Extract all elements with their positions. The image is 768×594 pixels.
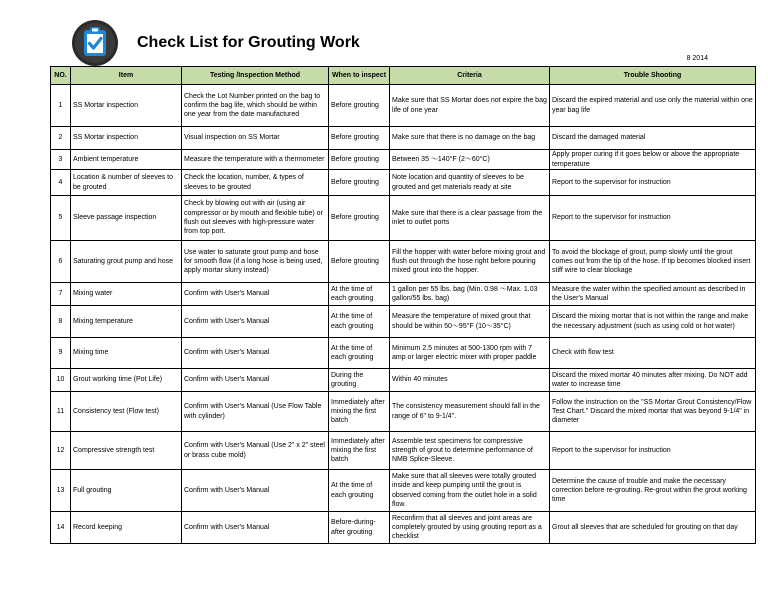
method-cell: Measure the temperature with a thermometer <box>182 150 329 170</box>
when-cell: Before grouting <box>329 127 390 150</box>
item-cell: Grout working time (Pot Life) <box>71 369 182 392</box>
table-row <box>51 283 756 306</box>
row-number: 12 <box>51 432 71 470</box>
row-number: 11 <box>51 392 71 432</box>
trouble-cell: Report to the supervisor for instruction <box>550 170 756 196</box>
criteria-cell: Within 40 minutes <box>390 369 550 392</box>
when-cell: Before grouting <box>329 170 390 196</box>
row-number: 1 <box>51 85 71 127</box>
item-cell: Mixing water <box>71 283 182 306</box>
table-row <box>51 196 756 241</box>
trouble-cell: Apply proper curing if it goes below or above the appropriate temperature <box>550 150 756 170</box>
row-number: 2 <box>51 127 71 150</box>
row-number: 10 <box>51 369 71 392</box>
criteria-cell: Make sure that there is no damage on the bag <box>390 127 550 150</box>
when-cell: Immediately after mixing the first batch <box>329 432 390 470</box>
table-row <box>51 369 756 392</box>
trouble-cell: Check with flow test <box>550 338 756 369</box>
criteria-cell: Assemble test specimens for compressive strength of grout to determine performance of NMB Splice-Sleeve. <box>390 432 550 470</box>
item-cell: Saturating grout pump and hose <box>71 241 182 283</box>
trouble-cell: Grout all sleeves that are scheduled for grouting on that day <box>550 512 756 544</box>
table-row <box>51 392 756 432</box>
trouble-cell: To avoid the blockage of grout, pump slowly until the grout comes out from the tip of the hose. If tip becomes blocked insert stiff wire to clear blockage <box>550 241 756 283</box>
item-cell: Record keeping <box>71 512 182 544</box>
criteria-cell: Note location and quantity of sleeves to be grouted and get materials ready at site <box>390 170 550 196</box>
item-cell: Sleeve passage inspection <box>71 196 182 241</box>
when-cell: At the time of each grouting <box>329 306 390 338</box>
item-cell: Compressive strength test <box>71 432 182 470</box>
item-cell: Location & number of sleeves to be grouted <box>71 170 182 196</box>
criteria-cell: Between 35 ～140°F (2～60°C) <box>390 150 550 170</box>
table-row <box>51 432 756 470</box>
trouble-cell: Measure the water within the specified amount as described in the User's Manual <box>550 283 756 306</box>
table-row <box>51 170 756 196</box>
criteria-cell: The consistency measurement should fall in the range of 6" to 9-1/4". <box>390 392 550 432</box>
header-when: When to inspect <box>329 67 390 85</box>
when-cell: Before grouting <box>329 150 390 170</box>
criteria-cell: Measure the temperature of mixed grout that should be within 50～95°F (10～35°C) <box>390 306 550 338</box>
table-row <box>51 470 756 512</box>
criteria-cell: Fill the hopper with water before mixing grout and flush out through the hose right before pouring mixed grout into the hopper. <box>390 241 550 283</box>
when-cell: At the time of each grouting <box>329 470 390 512</box>
method-cell: Check the location, number, & types of sleeves to be grouted <box>182 170 329 196</box>
clipboard-check-icon <box>71 19 119 67</box>
trouble-cell: Determine the cause of trouble and make the necessary correction before re-grouting. Re-grout within the grout working time <box>550 470 756 512</box>
when-cell: Before grouting <box>329 85 390 127</box>
table-row <box>51 338 756 369</box>
criteria-cell: Make sure that SS Mortar does not expire the bag life of one year <box>390 85 550 127</box>
trouble-cell: Follow the instruction on the "SS Mortar Grout Consistency/Flow Test Chart." Discard the mixed mortar that was beyond 9-1/4" in diameter <box>550 392 756 432</box>
checklist-table <box>50 66 756 544</box>
item-cell: Mixing time <box>71 338 182 369</box>
row-number: 4 <box>51 170 71 196</box>
item-cell: Mixing temperature <box>71 306 182 338</box>
method-cell: Confirm with User's Manual <box>182 470 329 512</box>
header-no: NO. <box>51 67 71 85</box>
criteria-cell: Make sure that all sleeves were totally grouted inside and keep pumping until the grout is observed coming from the outlet hole in a solid flow. <box>390 470 550 512</box>
page-title: Check List for Grouting Work <box>137 34 360 51</box>
criteria-cell: Minimum 2.5 minutes at 500-1300 rpm with 7 amp or larger electric mixer with proper paddle <box>390 338 550 369</box>
header-criteria: Criteria <box>390 67 550 85</box>
header-item: Item <box>71 67 182 85</box>
item-cell: SS Mortar inspection <box>71 85 182 127</box>
method-cell: Check by blowing out with air (using air compressor or by mouth and flexible tube) or flush out sleeves with high-pressure water from top port. <box>182 196 329 241</box>
row-number: 13 <box>51 470 71 512</box>
item-cell: Ambient temperature <box>71 150 182 170</box>
row-number: 8 <box>51 306 71 338</box>
document-date: 8 2014 <box>686 55 708 62</box>
trouble-cell: Discard the mixing mortar that is not within the range and make the necessary adjustment (such as using cold or hot water) <box>550 306 756 338</box>
table-row <box>51 306 756 338</box>
method-cell: Check the Lot Number printed on the bag to confirm the bag life, which should be within one year from the date manufactured <box>182 85 329 127</box>
criteria-cell: 1 gallon per 55 lbs. bag (Min. 0.98 ～Max. 1.03 gallon/55 lbs. bag) <box>390 283 550 306</box>
trouble-cell: Discard the mixed mortar 40 minutes after mixing. Do NOT add water to increase time <box>550 369 756 392</box>
method-cell: Confirm with User's Manual <box>182 338 329 369</box>
criteria-cell: Reconfirm that all sleeves and joint areas are completely grouted by using grouting report as a checklist <box>390 512 550 544</box>
row-number: 14 <box>51 512 71 544</box>
trouble-cell: Report to the supervisor for instruction <box>550 432 756 470</box>
method-cell: Confirm with User's Manual (Use Flow Table with cylinder) <box>182 392 329 432</box>
table-row <box>51 512 756 544</box>
table-row <box>51 241 756 283</box>
when-cell: At the time of each grouting <box>329 338 390 369</box>
when-cell: During the grouting <box>329 369 390 392</box>
when-cell: Immediately after mixing the first batch <box>329 392 390 432</box>
header-row <box>51 67 756 85</box>
row-number: 9 <box>51 338 71 369</box>
table-row <box>51 85 756 127</box>
method-cell: Confirm with User's Manual <box>182 369 329 392</box>
when-cell: Before grouting <box>329 241 390 283</box>
method-cell: Confirm with User's Manual (Use 2" x 2" steel or brass cube mold) <box>182 432 329 470</box>
row-number: 3 <box>51 150 71 170</box>
row-number: 7 <box>51 283 71 306</box>
row-number: 6 <box>51 241 71 283</box>
when-cell: At the time of each grouting <box>329 283 390 306</box>
table-row <box>51 150 756 170</box>
method-cell: Confirm with User's Manual <box>182 283 329 306</box>
row-number: 5 <box>51 196 71 241</box>
header-method: Testing /Inspection Method <box>182 67 329 85</box>
table-row <box>51 127 756 150</box>
method-cell: Use water to saturate grout pump and hose for smooth flow (if a long hose is being used, apply mortar slurry instead) <box>182 241 329 283</box>
method-cell: Confirm with User's Manual <box>182 306 329 338</box>
criteria-cell: Make sure that there is a clear passage from the inlet to outlet ports <box>390 196 550 241</box>
when-cell: Before-during-after grouting <box>329 512 390 544</box>
method-cell: Visual inspection on SS Mortar <box>182 127 329 150</box>
trouble-cell: Discard the damaged material <box>550 127 756 150</box>
method-cell: Confirm with User's Manual <box>182 512 329 544</box>
when-cell: Before grouting <box>329 196 390 241</box>
trouble-cell: Discard the expired material and use only the material within one year bag life <box>550 85 756 127</box>
header-trouble: Trouble Shooting <box>550 67 756 85</box>
item-cell: SS Mortar inspection <box>71 127 182 150</box>
item-cell: Full grouting <box>71 470 182 512</box>
trouble-cell: Report to the supervisor for instruction <box>550 196 756 241</box>
item-cell: Consistency test (Flow test) <box>71 392 182 432</box>
